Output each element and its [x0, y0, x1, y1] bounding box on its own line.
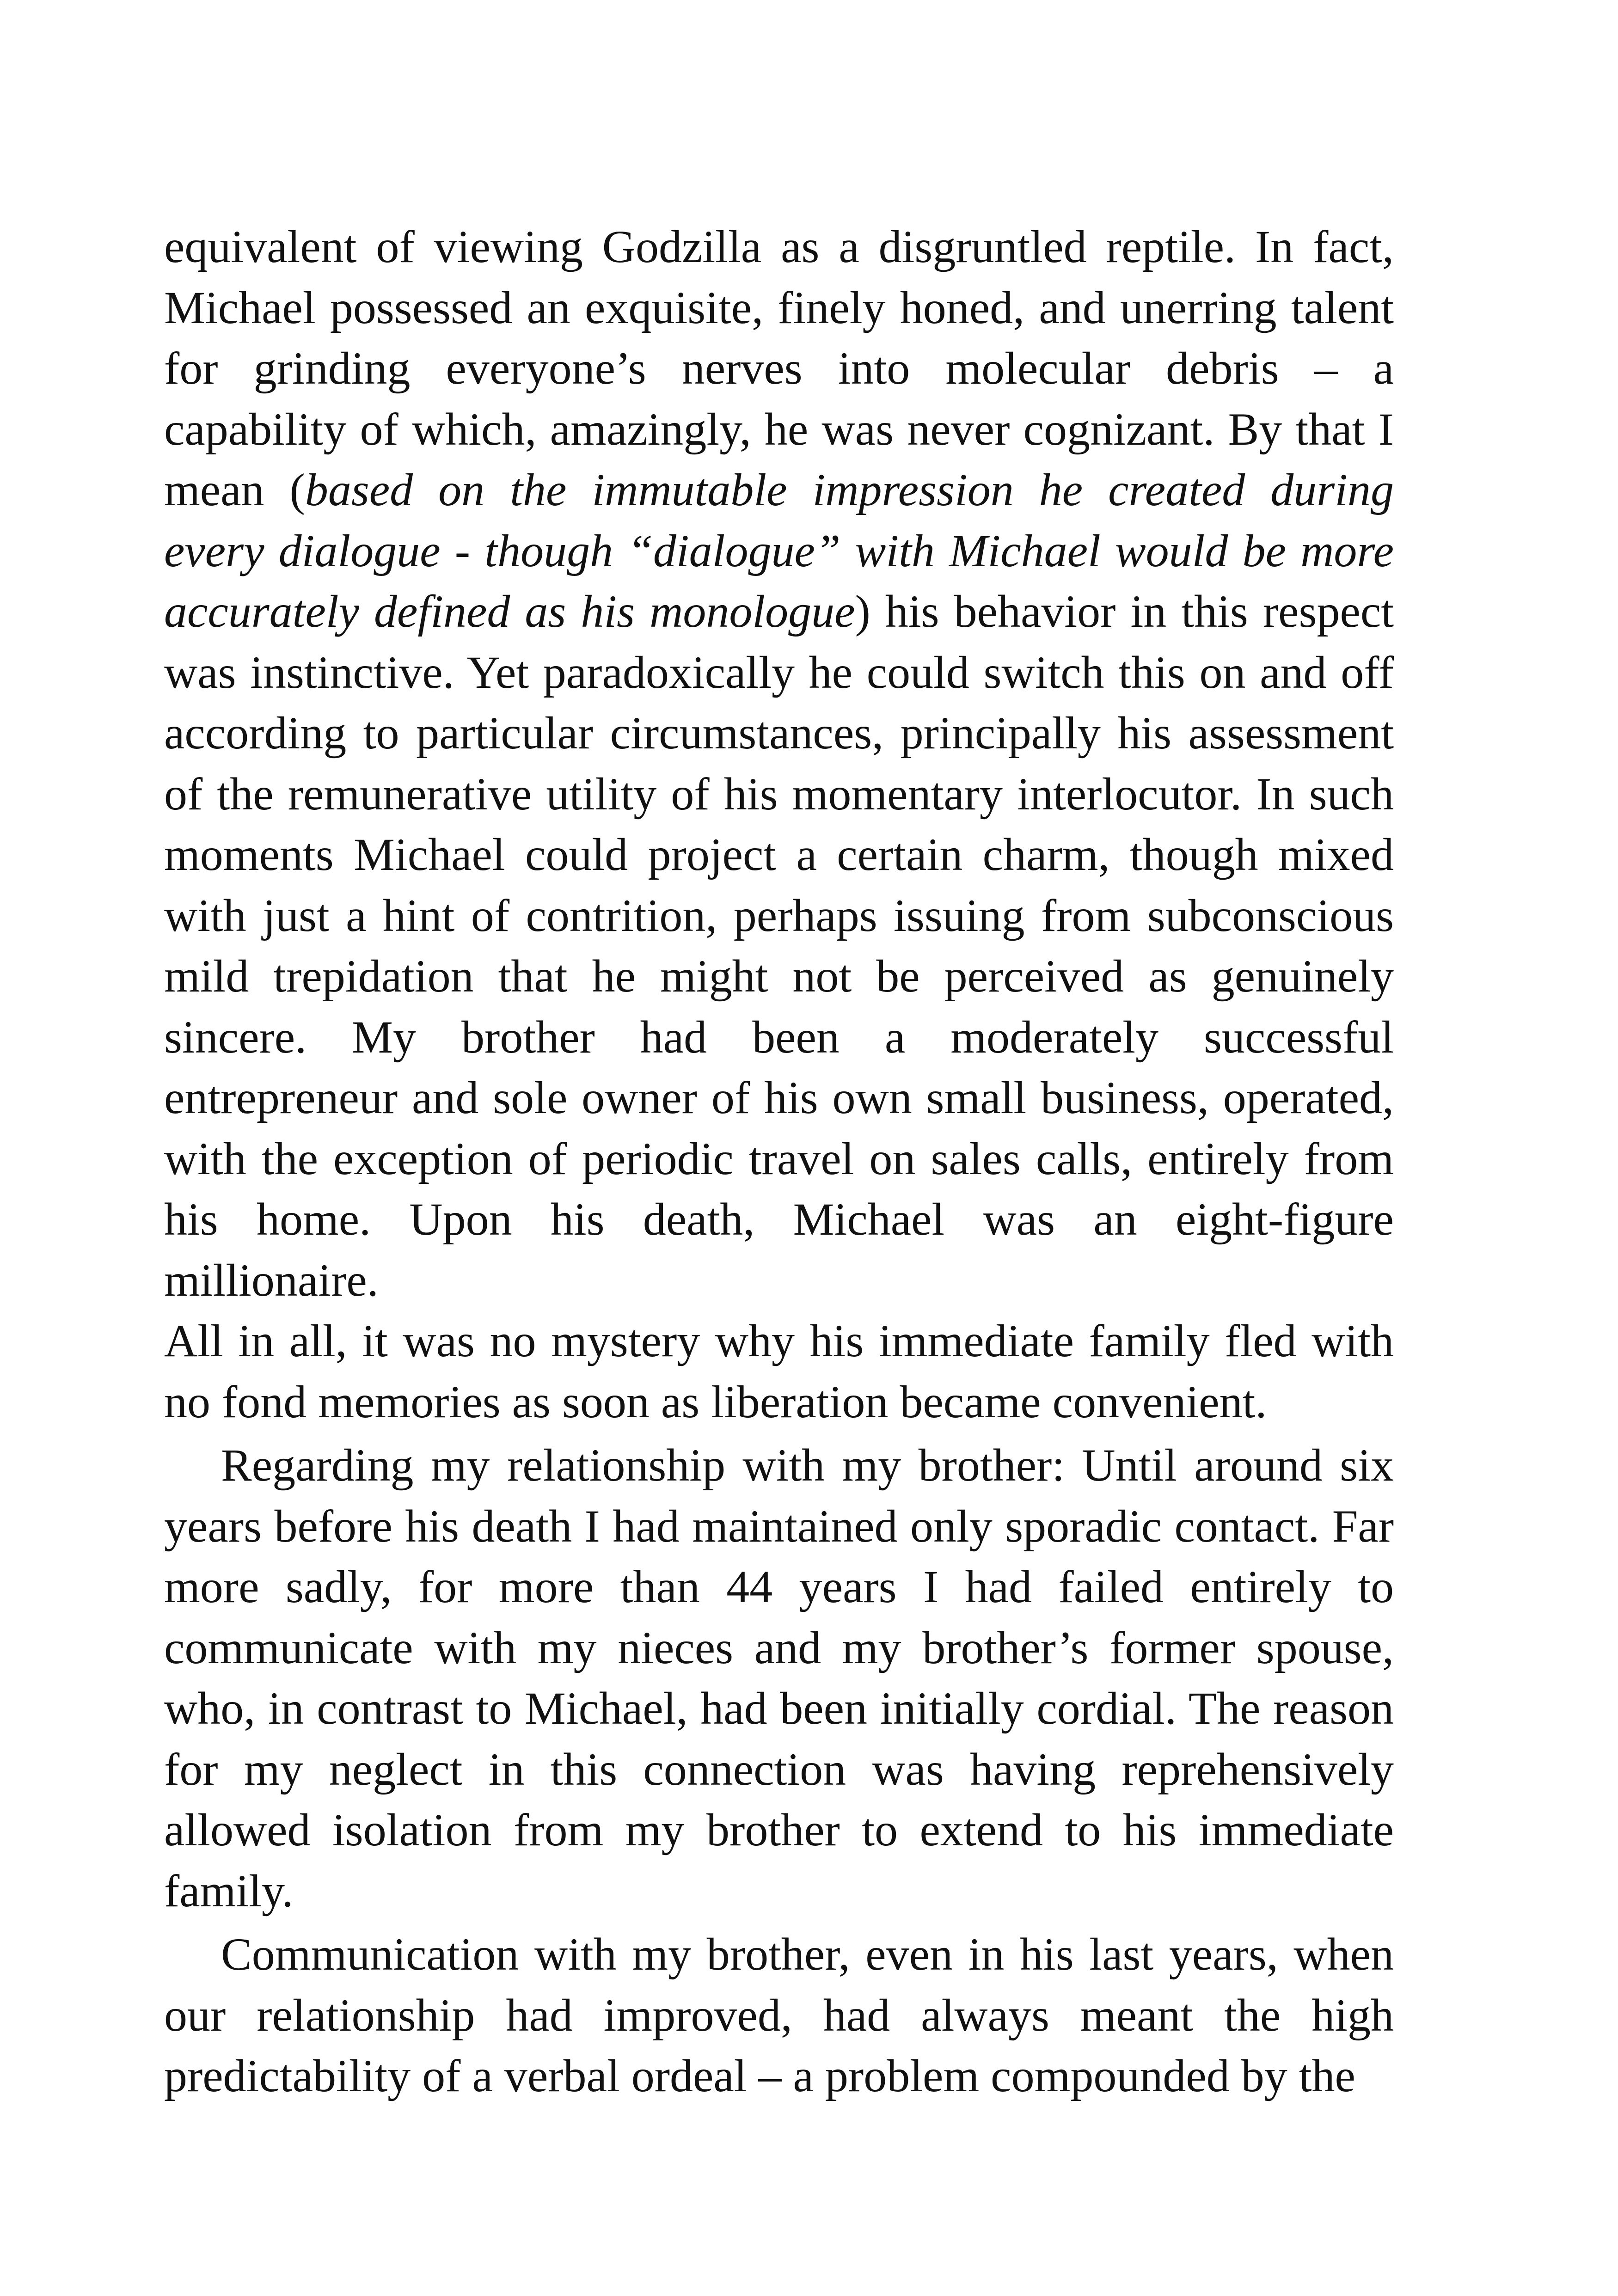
page-body: [164, 216, 1394, 2106]
paragraph-1-part-2: ) his behavior in this respect was instinctive. Yet paradoxically he could switch this on and off according to particular circumstances, principally his assessment of the remunerative utility of his momentary interlocutor. In such moments Michael could project a certain charm, though mixed with just a hint of contrition, perhaps issuing from subconscious mild trepidation that he might not be perceived as genuinely sincere. My brother had been a moderately successful entrepreneur and sole owner of his own small business, operated, with the exception of periodic travel on sales calls, entirely from his home. Upon his death, Michael was an eight-figure millionaire.: [164, 586, 1394, 1306]
paragraph-1-part-1: equivalent of viewing Godzilla as a disgruntled reptile. In fact, Michael possessed an exquisite, finely honed, and unerring talent for grinding everyone’s nerves into molecular debris – a capability of which, amazingly, he was never cognizant. By that I mean (: [164, 221, 1394, 515]
paragraph-3: Regarding my relationship with my brother: Until around six years before his death I had maintained only sporadic contact. Far more sadly, for more than 44 years I had failed entirely to communicate with my nieces and my brother’s former spouse, who, in contrast to Michael, had been initially cordial. The reason for my neglect in this connection was having reprehensively allowed isolation from my brother to extend to his immediate family.: [164, 1439, 1394, 1916]
paragraph-2: All in all, it was no mystery why his immediate family fled with no fond memories as soon as liberation became convenient.: [164, 1315, 1394, 1427]
paragraph-1-italic-aside: based on the immutable impression he created during every dialogue - though “dialogue” with Michael would be more accurately defined as his monologue: [164, 464, 1394, 637]
paragraph-1: [164, 216, 1394, 1310]
paragraph-4: Communication with my brother, even in his last years, when our relationship had improved, had always meant the high predictability of a verbal ordeal – a problem compounded by the: [164, 1929, 1394, 2101]
